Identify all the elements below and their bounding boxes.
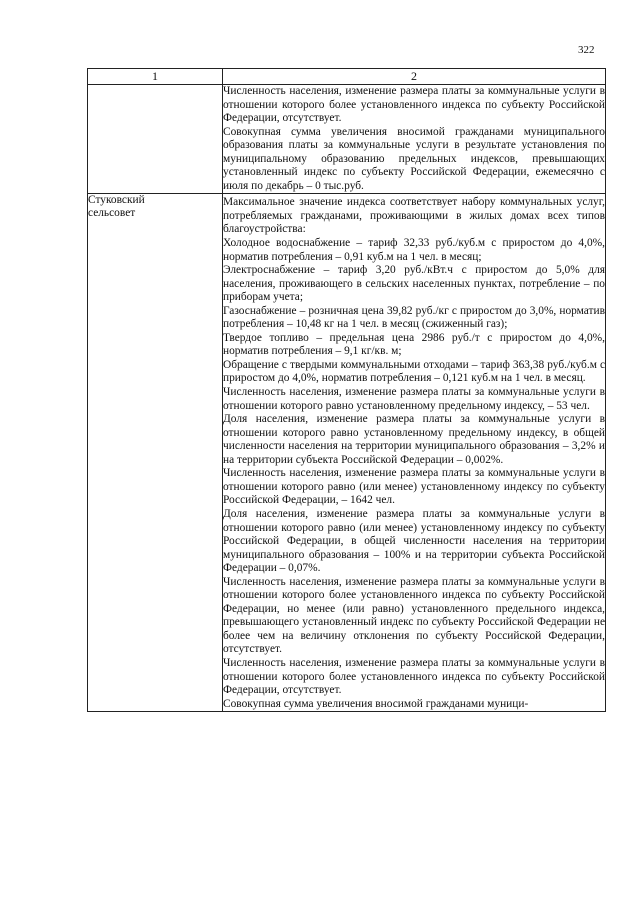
municipality-name-cell [88, 194, 223, 712]
paragraph: Численность населения, изменение размера платы за коммунальные услуги в отношении которого более установленного индекса по субъекту Российской Федерации, но менее (или равно) установленного предельного индекса, превышающего установленный индекс по субъекту Российской Федерации не более чем на величину отклонения по субъекту Российской Федерации, отсутствует. [223, 575, 605, 656]
paragraph: Газоснабжение – розничная цена 39,82 руб./кг с приростом до 3,0%, норматив потребления – 10,48 кг на 1 чел. в месяц (сжиженный газ); [223, 304, 605, 331]
document-table [87, 68, 606, 712]
paragraph: Численность населения, изменение размера платы за коммунальные услуги в отношении которого равно (или менее) установленному индексу по субъекту Российской Федерации, – 1642 чел. [223, 467, 605, 507]
paragraph: Совокупная сумма увеличения вносимой гражданами муници- [223, 697, 529, 710]
paragraph: Холодное водоснабжение – тариф 32,33 руб./куб.м с приростом до 4,0%, норматив потребления – 0,91 куб.м на 1 чел. в месяц; [223, 237, 605, 263]
paragraph: Численность населения, изменение размера платы за коммунальные услуги в отношении которого более установленного индекса по субъекту Российской Федерации, отсутствует. [223, 85, 605, 125]
table-row [88, 85, 606, 194]
column-header-2: 2 [223, 69, 606, 85]
description-cell [223, 85, 606, 194]
paragraph: Максимальное значение индекса соответствует набору коммунальных услуг, потребляемых гражданами, проживающими в жилых домах всех типов благоустройства: [223, 196, 605, 236]
municipality-name-cell [88, 85, 223, 194]
paragraph: Электроснабжение – тариф 3,20 руб./кВт.ч с приростом до 5,0% для населения, проживающего в сельских населенных пунктах, потребление – по приборам учета; [223, 264, 605, 304]
paragraph: Численность населения, изменение размера платы за коммунальные услуги в отношении которого более установленного индекса по субъекту Российской Федерации, отсутствует. [223, 656, 605, 697]
municipality-name: Стуковский [88, 194, 145, 207]
paragraph: Доля населения, изменение размера платы за коммунальные услуги в отношении которого равно установленному предельному индексу, в общей численности населения на территории муниципального образования – 3,2% и на территории субъекта Российской Федерации – 0,002%. [223, 413, 605, 466]
table-row [88, 194, 606, 712]
description-cell [223, 194, 606, 712]
column-header-1: 1 [88, 69, 223, 85]
paragraph: Обращение с твердыми коммунальными отходами – тариф 363,38 руб./куб.м с приростом до 4,0%, норматив потребления – 0,121 куб.м на 1 чел. в месяц. [223, 358, 605, 385]
paragraph: Твердое топливо – предельная цена 2986 руб./т с приростом до 4,0%, норматив потребления – 9,1 кг/кв. м; [223, 331, 605, 358]
paragraph: Совокупная сумма увеличения вносимой гражданами муниципального образования платы за коммунальные услуги в результате установления по муниципальному образованию предельных индексов, превышающих установленный индекс по субъекту Российской Федерации, ежемесячно с июля по декабрь – 0 тыс.руб. [223, 125, 605, 192]
municipality-type: сельсовет [88, 207, 136, 220]
page-number: 322 [578, 44, 595, 56]
paragraph: Численность населения, изменение размера платы за коммунальные услуги в отношении которого равно установленному предельному индексу, – 53 чел. [223, 386, 605, 412]
header-row [88, 69, 606, 85]
paragraph: Доля населения, изменение размера платы за коммунальные услуги в отношении которого равно (или менее) установленному индексу по субъекту Российской Федерации, в общей численности населения на территории муниципального образования – 100% и на территории субъекта Российской Федерации – 0,07%. [223, 507, 605, 575]
